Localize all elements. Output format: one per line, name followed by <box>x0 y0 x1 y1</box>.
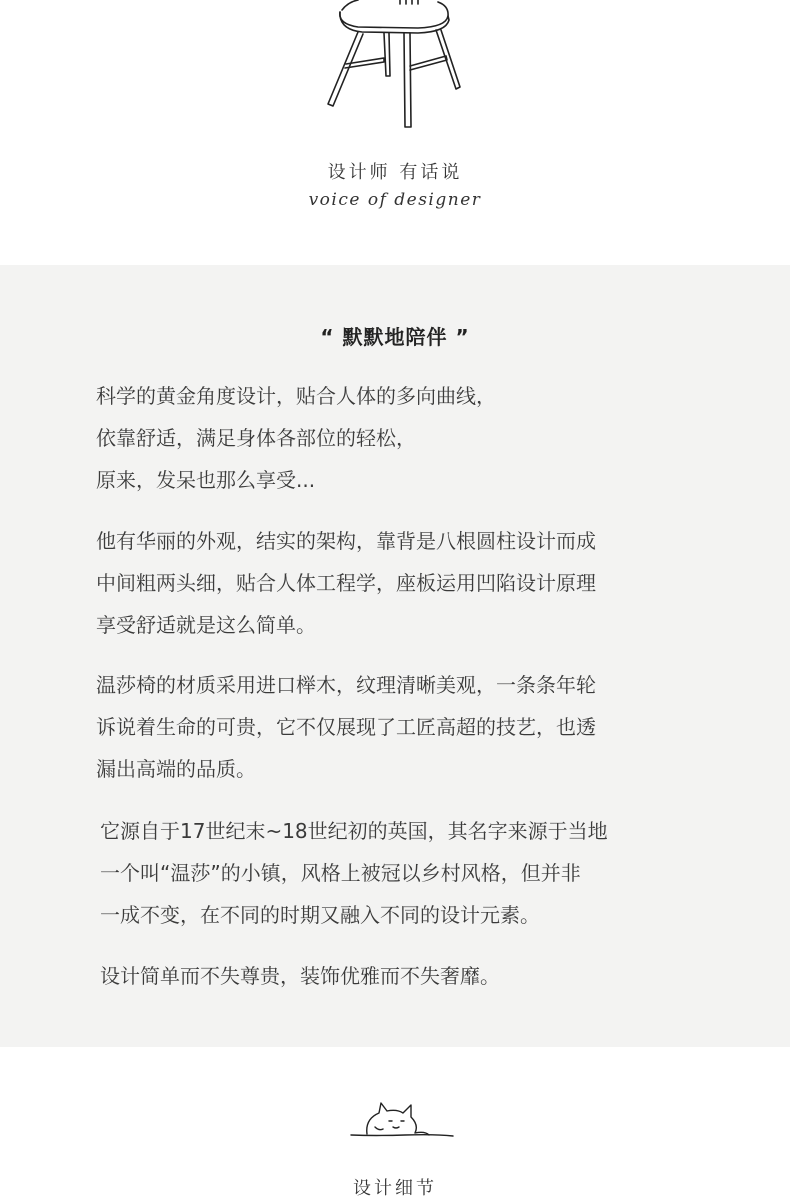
story-section <box>0 265 790 1047</box>
paragraph-line: 一成不变，在不同的时期又融入不同的设计元素。 <box>100 903 540 927</box>
paragraph-line: 温莎椅的材质采用进口榉木，纹理清晰美观，一条条年轮 <box>96 673 596 697</box>
designer-title: 设计师 有话说 <box>327 162 463 183</box>
paragraph-line: 诉说着生命的可贵，它不仅展现了工匠高超的技艺，也透 <box>96 715 596 739</box>
paragraph <box>96 664 716 790</box>
paragraph-line: 享受舒适就是这么简单。 <box>96 613 316 637</box>
paragraph-line: 原来，发呆也那么享受... <box>96 468 316 492</box>
chair-illustration <box>318 0 468 132</box>
paragraph <box>96 375 716 501</box>
paragraph <box>100 810 720 936</box>
cat-illustration <box>345 1097 460 1145</box>
paragraph <box>100 955 720 997</box>
quote-title: “ 默默地陪伴 ” <box>320 325 470 349</box>
paragraph-line: 科学的黄金角度设计，贴合人体的多向曲线， <box>96 384 496 408</box>
details-title: 设计细节 <box>353 1178 437 1199</box>
paragraph-line: 一个叫“温莎”的小镇，风格上被冠以乡村风格，但并非 <box>100 861 581 885</box>
details-header <box>0 1047 790 1200</box>
paragraph-line: 中间粗两头细，贴合人体工程学，座板运用凹陷设计原理 <box>96 571 596 595</box>
paragraph-line: 他有华丽的外观，结实的架构，靠背是八根圆柱设计而成 <box>96 529 596 553</box>
paragraph <box>96 520 716 646</box>
designer-header <box>0 0 790 265</box>
paragraph-line: 设计简单而不失尊贵，装饰优雅而不失奢靡。 <box>100 964 500 988</box>
paragraph-line: 漏出高端的品质。 <box>96 757 256 781</box>
paragraph-line: 依靠舒适，满足身体各部位的轻松， <box>96 426 416 450</box>
paragraph-line: 它源自于17世纪末~18世纪初的英国，其名字来源于当地 <box>100 819 608 843</box>
designer-subtitle: voice of designer <box>308 190 482 210</box>
